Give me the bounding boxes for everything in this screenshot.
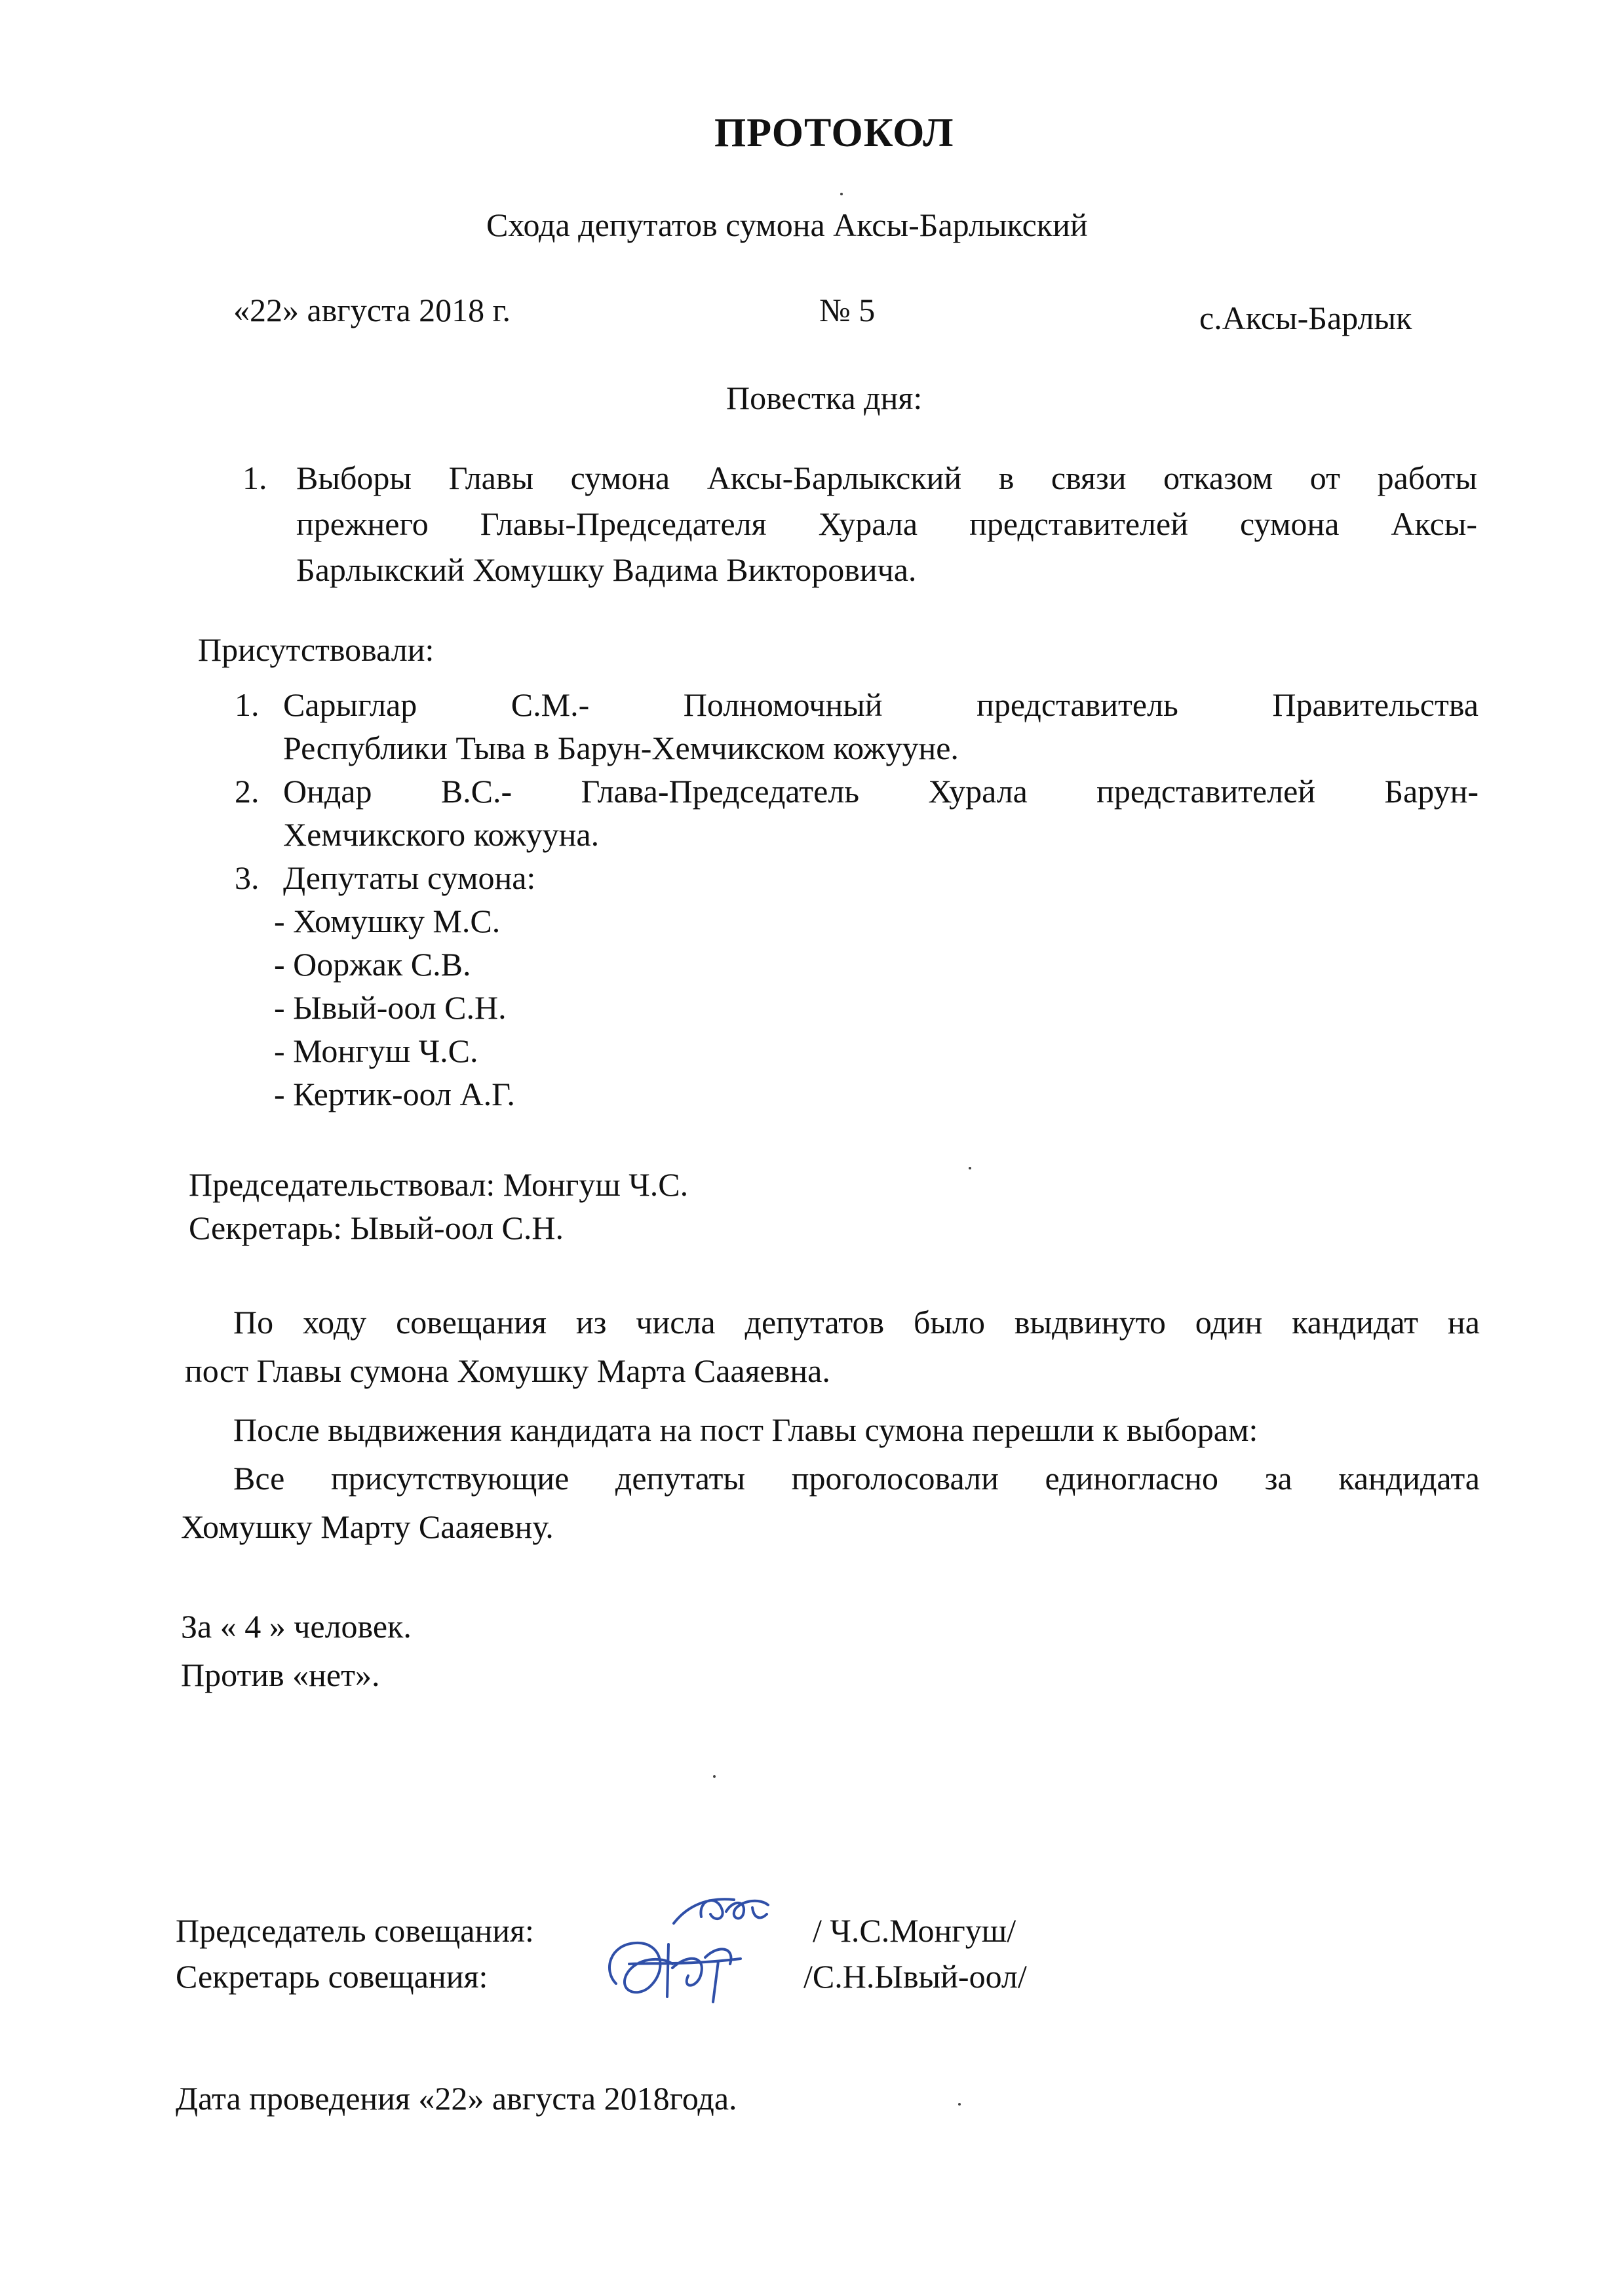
attendee-number: 3. xyxy=(235,859,260,896)
agenda-item-line: прежнего Главы-Председателя Хурала представителей сумона Аксы- xyxy=(296,505,1477,542)
attendee-line: Сарыглар С.М.- Полномочный представитель Правительства xyxy=(283,686,1479,723)
attendee-line: Депутаты сумона: xyxy=(283,859,536,896)
scan-speck xyxy=(840,193,843,195)
vote-against: Против «нет». xyxy=(181,1657,380,1693)
vote-for: За « 4 » человек. xyxy=(181,1608,412,1645)
attendee-line: Ондар В.С.- Глава-Председатель Хурала представителей Барун- xyxy=(283,773,1479,810)
scan-speck xyxy=(713,1775,716,1778)
chairperson-line: Председательствовал: Монгуш Ч.С. xyxy=(189,1166,689,1203)
chair-signature-label: Председатель совещания: xyxy=(176,1912,534,1949)
scan-speck xyxy=(969,1167,971,1169)
body-paragraph-line: После выдвижения кандидата на пост Главы сумона перешли к выборам: xyxy=(233,1411,1258,1448)
secretary-signature-name: /С.Н.Ывый-оол/ xyxy=(803,1958,1027,1995)
agenda-heading: Повестка дня: xyxy=(726,380,923,416)
attendee-number: 1. xyxy=(235,686,260,723)
deputy-item: - Кертик-оол А.Г. xyxy=(274,1076,515,1112)
attendee-line: Хемчикского кожууна. xyxy=(283,816,600,853)
deputy-item: - Ывый-оол С.Н. xyxy=(274,989,507,1026)
body-paragraph-line: пост Главы сумона Хомушку Марта Сааяевна. xyxy=(185,1352,830,1389)
deputy-item: - Ооржак С.В. xyxy=(274,946,471,983)
attendees-heading: Присутствовали: xyxy=(198,631,435,668)
agenda-item-line: Выборы Главы сумона Аксы-Барлыкский в связи отказом от работы xyxy=(296,460,1477,496)
scan-speck xyxy=(958,2103,961,2106)
attendee-line: Республики Тыва в Барун-Хемчикском кожууне. xyxy=(283,730,959,766)
attendee-number: 2. xyxy=(235,773,260,810)
body-paragraph-line: Хомушку Марту Сааяевну. xyxy=(181,1508,554,1545)
secretary-signature-scribble xyxy=(590,1925,747,2010)
meeting-place: с.Аксы-Барлык xyxy=(1199,300,1412,336)
secretary-line: Секретарь: Ывый-оол С.Н. xyxy=(189,1209,564,1246)
agenda-item-number: 1. xyxy=(242,460,267,496)
body-paragraph-line: По ходу совещания из числа депутатов было выдвинуто один кандидат на xyxy=(233,1304,1480,1341)
document-title: ПРОТОКОЛ xyxy=(714,111,954,155)
meeting-date: «22» августа 2018 г. xyxy=(233,292,511,328)
protocol-number: № 5 xyxy=(819,292,876,328)
deputy-item: - Монгуш Ч.С. xyxy=(274,1032,478,1069)
deputy-item: - Хомушку М.С. xyxy=(274,903,501,939)
chair-signature-name: / Ч.С.Монгуш/ xyxy=(813,1912,1016,1949)
body-paragraph-line: Все присутствующие депутаты проголосовали единогласно за кандидата xyxy=(233,1460,1480,1497)
agenda-item-line: Барлыкский Хомушку Вадима Викторовича. xyxy=(296,551,917,588)
document-subtitle: Схода депутатов сумона Аксы-Барлыкский xyxy=(486,206,1088,243)
meeting-date-footer: Дата проведения «22» августа 2018года. xyxy=(176,2080,737,2117)
secretary-signature-label: Секретарь совещания: xyxy=(176,1958,488,1995)
